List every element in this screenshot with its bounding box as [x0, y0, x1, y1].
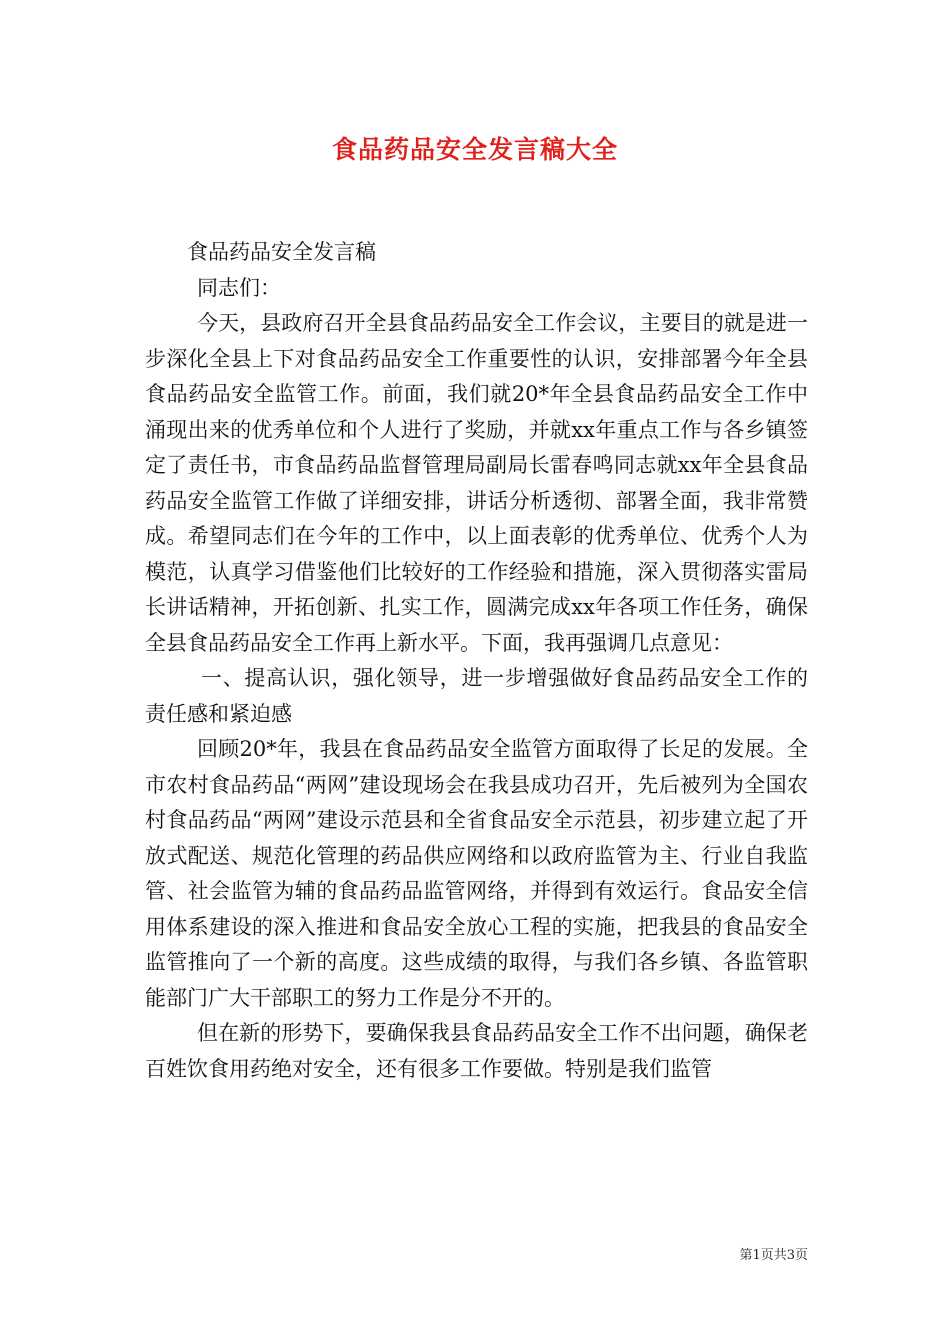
- document-body: [145, 235, 808, 1087]
- paragraph-new-situation: 但在新的形势下，要确保我县食品药品安全工作不出问题，确保老百姓饮食用药绝对安全，还有很多工作要做。特别是我们监管: [145, 1021, 808, 1081]
- greeting: 同志们：: [197, 275, 281, 300]
- paragraph-review: 回顾20*年，我县在食品药品安全监管方面取得了长足的发展。全市农村食品药品“两网”建设现场会在我县成功召开，先后被列为全国农村食品药品“两网”建设示范县和全省食品安全示范县，初步建立起了开放式配送、规范化管理的药品供应网络和以政府监管为主、行业自我监管、社会监管为辅的食品药品监管网络，并得到有效运行。食品安全信用体系建设的深入推进和食品安全放心工程的实施，把我县的食品安全监管推向了一个新的高度。这些成绩的取得，与我们各乡镇、各监管职能部门广大干部职工的努力工作是分不开的。: [145, 737, 808, 1010]
- paragraph-intro: 今天，县政府召开全县食品药品安全工作会议，主要目的就是进一步深化全县上下对食品药品安全工作重要性的认识，安排部署今年全县食品药品安全监管工作。前面，我们就20*年全县食品药品安全工作中涌现出来的优秀单位和个人进行了奖励，并就xx年重点工作与各乡镇签定了责任书，市食品药品监督管理局副局长雷春鸣同志就xx年全县食品药品安全监管工作做了详细安排，讲话分析透彻、部署全面，我非常赞成。希望同志们在今年的工作中，以上面表彰的优秀单位、优秀个人为模范，认真学习借鉴他们比较好的工作经验和措施，深入贯彻落实雷局长讲话精神，开拓创新、扎实工作，圆满完成xx年各项工作任务，确保全县食品药品安全工作再上新水平。下面，我再强调几点意见：: [145, 311, 808, 655]
- document-title: 食品药品安全发言稿大全: [331, 135, 618, 164]
- page-number: 第1页共3页: [739, 1248, 808, 1263]
- section-heading-1: 一、提高认识，强化领导，进一步增强做好食品药品安全工作的责任感和紧迫感: [145, 666, 808, 726]
- speech-heading: 食品药品安全发言稿: [187, 240, 376, 264]
